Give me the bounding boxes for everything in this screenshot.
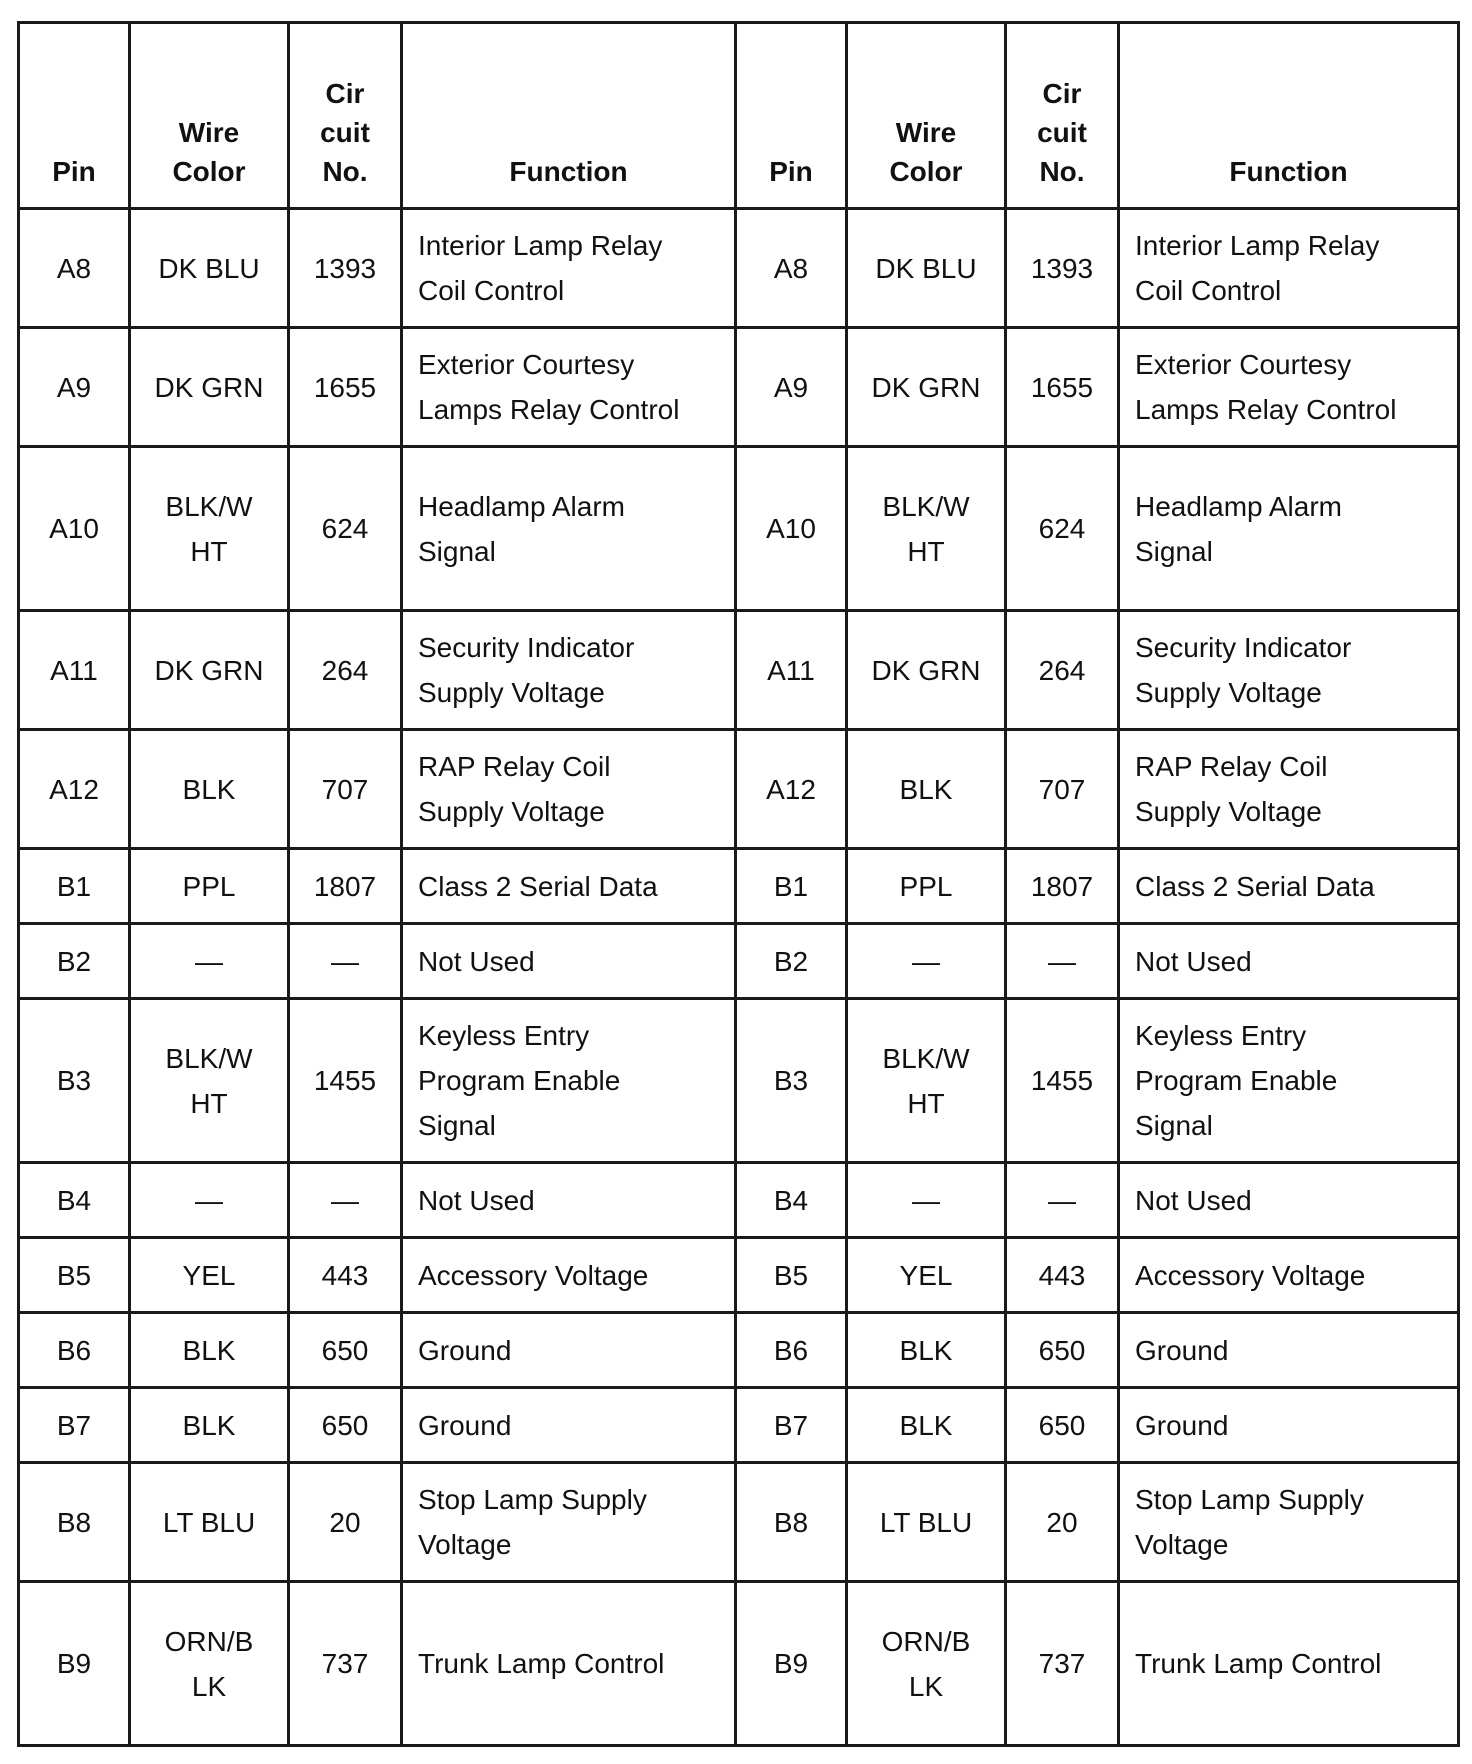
pin-cell-right: B2 [736, 924, 847, 999]
circuit-number-cell-right: 264 [1006, 611, 1119, 730]
header-pin-left: Pin [19, 23, 130, 209]
circuit-number-cell-right: — [1006, 924, 1119, 999]
function-cell-left: Interior Lamp Relay Coil Control [402, 209, 736, 328]
function-cell-left: Ground [402, 1388, 736, 1463]
function-cell-right: Trunk Lamp Control [1119, 1582, 1459, 1746]
table-body [19, 209, 1459, 1746]
table-row [19, 924, 1459, 999]
table-row [19, 1388, 1459, 1463]
wire-color-cell-right: YEL [847, 1238, 1006, 1313]
header-circuit-no-right: Cir cuit No. [1006, 23, 1119, 209]
table-row [19, 730, 1459, 849]
connector-pinout-table [17, 21, 1460, 1747]
function-cell-right: Headlamp Alarm Signal [1119, 447, 1459, 611]
function-cell-left: Not Used [402, 1163, 736, 1238]
function-cell-left: Accessory Voltage [402, 1238, 736, 1313]
wire-color-cell-left: BLK [130, 1388, 289, 1463]
circuit-number-cell-right: 650 [1006, 1388, 1119, 1463]
table-row [19, 447, 1459, 611]
wire-color-cell-left: DK GRN [130, 611, 289, 730]
table-row [19, 1582, 1459, 1746]
wire-color-cell-right: LT BLU [847, 1463, 1006, 1582]
circuit-number-cell-left: — [289, 1163, 402, 1238]
function-cell-left: Security Indicator Supply Voltage [402, 611, 736, 730]
wire-color-cell-left: DK BLU [130, 209, 289, 328]
circuit-number-cell-right: 1455 [1006, 999, 1119, 1163]
function-cell-left: Keyless Entry Program Enable Signal [402, 999, 736, 1163]
pin-cell-left: B5 [19, 1238, 130, 1313]
wire-color-cell-right: ORN/B LK [847, 1582, 1006, 1746]
pin-cell-left: B9 [19, 1582, 130, 1746]
circuit-number-cell-right: 737 [1006, 1582, 1119, 1746]
function-cell-right: Not Used [1119, 924, 1459, 999]
circuit-number-cell-right: — [1006, 1163, 1119, 1238]
pin-cell-left: B2 [19, 924, 130, 999]
header-function-right: Function [1119, 23, 1459, 209]
circuit-number-cell-left: 1455 [289, 999, 402, 1163]
wire-color-cell-left: BLK/W HT [130, 999, 289, 1163]
pin-cell-right: A10 [736, 447, 847, 611]
table-row [19, 611, 1459, 730]
function-cell-left: RAP Relay Coil Supply Voltage [402, 730, 736, 849]
circuit-number-cell-left: 650 [289, 1388, 402, 1463]
wire-color-cell-right: DK GRN [847, 611, 1006, 730]
circuit-number-cell-right: 20 [1006, 1463, 1119, 1582]
wire-color-cell-left: BLK/W HT [130, 447, 289, 611]
function-cell-left: Ground [402, 1313, 736, 1388]
circuit-number-cell-right: 443 [1006, 1238, 1119, 1313]
pin-cell-right: A8 [736, 209, 847, 328]
pin-cell-left: B7 [19, 1388, 130, 1463]
function-cell-left: Stop Lamp Supply Voltage [402, 1463, 736, 1582]
function-cell-left: Not Used [402, 924, 736, 999]
pin-cell-right: B7 [736, 1388, 847, 1463]
function-cell-right: Security Indicator Supply Voltage [1119, 611, 1459, 730]
wire-color-cell-left: YEL [130, 1238, 289, 1313]
circuit-number-cell-left: 1807 [289, 849, 402, 924]
table-row [19, 849, 1459, 924]
table-row [19, 328, 1459, 447]
circuit-number-cell-right: 624 [1006, 447, 1119, 611]
pin-cell-right: B4 [736, 1163, 847, 1238]
circuit-number-cell-left: 264 [289, 611, 402, 730]
pin-cell-right: A12 [736, 730, 847, 849]
header-circuit-no-left: Cir cuit No. [289, 23, 402, 209]
header-pin-right: Pin [736, 23, 847, 209]
pin-cell-left: A12 [19, 730, 130, 849]
wire-color-cell-left: ORN/B LK [130, 1582, 289, 1746]
function-cell-right: Ground [1119, 1313, 1459, 1388]
circuit-number-cell-left: 443 [289, 1238, 402, 1313]
wire-color-cell-left: — [130, 924, 289, 999]
circuit-number-cell-right: 1807 [1006, 849, 1119, 924]
table-row [19, 1238, 1459, 1313]
wire-color-cell-right: BLK/W HT [847, 999, 1006, 1163]
circuit-number-cell-left: 624 [289, 447, 402, 611]
pin-cell-right: A11 [736, 611, 847, 730]
circuit-number-cell-left: 20 [289, 1463, 402, 1582]
pin-cell-right: A9 [736, 328, 847, 447]
pin-cell-right: B6 [736, 1313, 847, 1388]
table-row [19, 209, 1459, 328]
header-function-left: Function [402, 23, 736, 209]
pin-cell-left: A10 [19, 447, 130, 611]
wire-color-cell-left: LT BLU [130, 1463, 289, 1582]
function-cell-left: Class 2 Serial Data [402, 849, 736, 924]
wire-color-cell-right: DK GRN [847, 328, 1006, 447]
wire-color-cell-left: BLK [130, 1313, 289, 1388]
pin-cell-left: A9 [19, 328, 130, 447]
header-row [19, 23, 1459, 209]
header-wire-color-right: Wire Color [847, 23, 1006, 209]
function-cell-left: Exterior Courtesy Lamps Relay Control [402, 328, 736, 447]
function-cell-right: Exterior Courtesy Lamps Relay Control [1119, 328, 1459, 447]
function-cell-left: Headlamp Alarm Signal [402, 447, 736, 611]
pin-cell-left: B6 [19, 1313, 130, 1388]
header-wire-color-left: Wire Color [130, 23, 289, 209]
wire-color-cell-right: BLK/W HT [847, 447, 1006, 611]
circuit-number-cell-left: 737 [289, 1582, 402, 1746]
pin-cell-left: A8 [19, 209, 130, 328]
pin-cell-right: B8 [736, 1463, 847, 1582]
circuit-number-cell-right: 1393 [1006, 209, 1119, 328]
function-cell-right: RAP Relay Coil Supply Voltage [1119, 730, 1459, 849]
circuit-number-cell-left: 650 [289, 1313, 402, 1388]
function-cell-right: Interior Lamp Relay Coil Control [1119, 209, 1459, 328]
function-cell-left: Trunk Lamp Control [402, 1582, 736, 1746]
table-row [19, 999, 1459, 1163]
wire-color-cell-left: — [130, 1163, 289, 1238]
pin-cell-right: B3 [736, 999, 847, 1163]
table-row [19, 1463, 1459, 1582]
function-cell-right: Keyless Entry Program Enable Signal [1119, 999, 1459, 1163]
table-row [19, 1313, 1459, 1388]
circuit-number-cell-right: 1655 [1006, 328, 1119, 447]
pin-cell-right: B1 [736, 849, 847, 924]
function-cell-right: Not Used [1119, 1163, 1459, 1238]
function-cell-right: Ground [1119, 1388, 1459, 1463]
pin-cell-right: B5 [736, 1238, 847, 1313]
circuit-number-cell-left: — [289, 924, 402, 999]
circuit-number-cell-left: 1655 [289, 328, 402, 447]
wire-color-cell-left: PPL [130, 849, 289, 924]
circuit-number-cell-right: 650 [1006, 1313, 1119, 1388]
pin-cell-left: B1 [19, 849, 130, 924]
wire-color-cell-right: DK BLU [847, 209, 1006, 328]
function-cell-right: Accessory Voltage [1119, 1238, 1459, 1313]
table-row [19, 1163, 1459, 1238]
wire-color-cell-left: DK GRN [130, 328, 289, 447]
function-cell-right: Class 2 Serial Data [1119, 849, 1459, 924]
wire-color-cell-left: BLK [130, 730, 289, 849]
wire-color-cell-right: — [847, 1163, 1006, 1238]
wire-color-cell-right: BLK [847, 1313, 1006, 1388]
pin-cell-left: B8 [19, 1463, 130, 1582]
wire-color-cell-right: BLK [847, 1388, 1006, 1463]
function-cell-right: Stop Lamp Supply Voltage [1119, 1463, 1459, 1582]
wire-color-cell-right: BLK [847, 730, 1006, 849]
pin-cell-left: A11 [19, 611, 130, 730]
pin-cell-right: B9 [736, 1582, 847, 1746]
circuit-number-cell-left: 707 [289, 730, 402, 849]
wire-color-cell-right: — [847, 924, 1006, 999]
pin-cell-left: B3 [19, 999, 130, 1163]
circuit-number-cell-left: 1393 [289, 209, 402, 328]
pin-cell-left: B4 [19, 1163, 130, 1238]
wire-color-cell-right: PPL [847, 849, 1006, 924]
circuit-number-cell-right: 707 [1006, 730, 1119, 849]
